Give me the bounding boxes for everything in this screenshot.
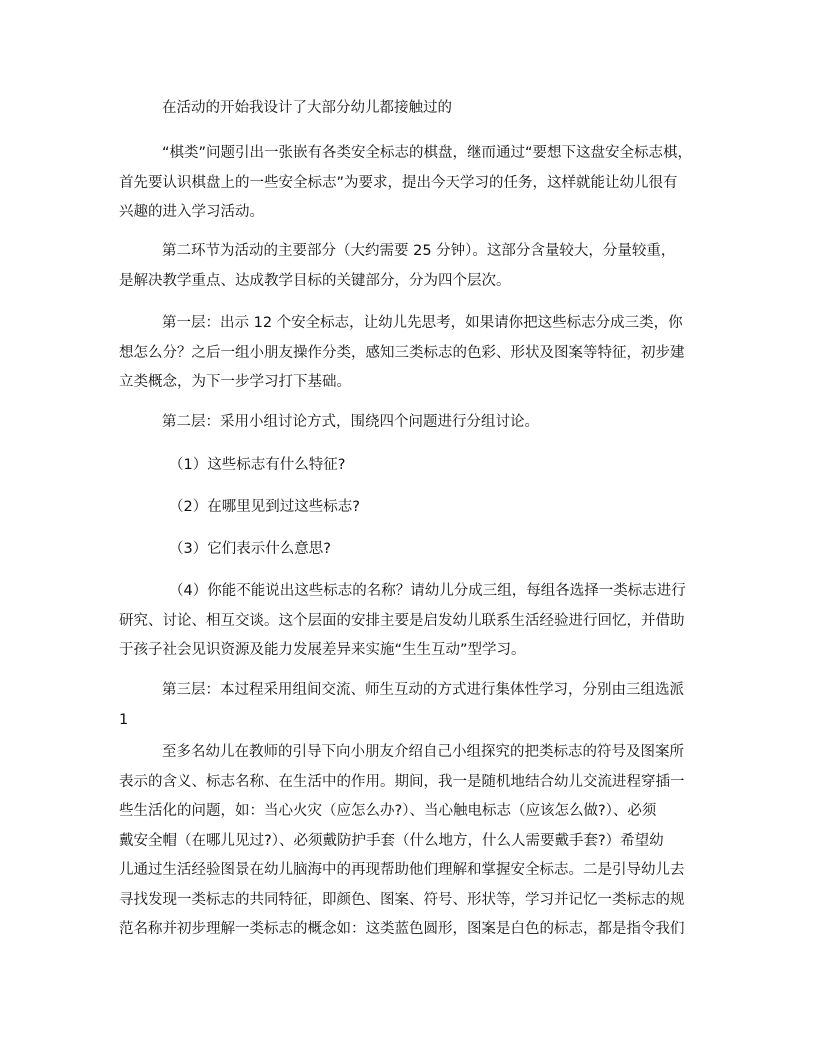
text-line: 戴安全帽（在哪儿见过?）、必须戴防护手套（什么地方，什么人需要戴手套?）希望幼 <box>119 832 664 849</box>
text-line: （4）你能不能说出这些标志的名称？请幼儿分成三组，每组各选择一类标志进行 <box>169 583 686 599</box>
text-line: 第一层：出示 12 个安全标志，让幼儿先思考，如果请你把这些标志分成三类，你 <box>162 315 683 331</box>
text-line: “棋类”问题引出一张嵌有各类安全标志的棋盘，继而通过“要想下这盘安全标志棋， <box>162 145 693 161</box>
text-line: 范名称并初步理解一类标志的概念如：这类蓝色圆形，图案是白色的标志，都是指令我们 <box>119 921 685 937</box>
list-item-question-2 <box>119 493 694 523</box>
text-line: 于孩子社会见识资源及能力发展差异来实施“生生互动”型学习。 <box>119 642 526 658</box>
text-line: 在活动的开始我设计了大部分幼儿都接触过的 <box>162 100 452 116</box>
paragraph-chess-question <box>119 139 694 228</box>
paragraph-group-presentation <box>119 738 694 945</box>
paragraph-layer-three <box>119 676 694 735</box>
text-line: 至多名幼儿在教师的引导下向小朋友介绍自己小组探究的把类标志的符号及图案所 <box>162 744 684 760</box>
list-item-question-1 <box>119 451 694 481</box>
text-line: 些生活化的问题，如：当心火灾（应怎么办?）、当心触电标志（应该怎么做?）、必须 <box>119 803 657 819</box>
text-line: （1）这些标志有什么特征? <box>169 457 346 473</box>
text-line: 1 <box>119 711 129 728</box>
list-item-question-4 <box>119 577 694 666</box>
text-line: 表示的含义、标志名称、在生活中的作用。期间，我一是随机地结合幼儿交流进程穿插一 <box>119 773 685 790</box>
text-line: 儿通过生活经验图景在幼儿脑海中的再现帮助他们理解和掌握安全标志。二是引导幼儿去 <box>119 862 685 878</box>
text-line: 首先要认识棋盘上的一些安全标志”为要求，提出今天学习的任务，这样就能让幼儿很有 <box>119 174 678 191</box>
text-line: 想怎么分？之后一组小朋友操作分类，感知三类标志的色彩、形状及图案等特征，初步建 <box>119 344 685 361</box>
paragraph-layer-two <box>119 408 694 438</box>
paragraph-layer-one <box>119 309 694 398</box>
text-line: 第三层：本过程采用组间交流、师生互动的方式进行集体性学习，分别由三组选派 <box>162 682 684 698</box>
text-line: 兴趣的进入学习活动。 <box>119 204 264 220</box>
paragraph-second-stage <box>119 237 694 296</box>
text-line: 寻找发现一类标志的共同特征，即颜色、图案、符号、形状等，学习并记忆一类标志的规 <box>119 891 685 908</box>
text-line: 第二环节为活动的主要部分（大约需要 25 分钟）。这部分含量较大，分量较重， <box>162 243 676 259</box>
text-line: 是解决教学重点、达成教学目标的关键部分，分为四个层次。 <box>119 272 511 289</box>
text-line: 研究、讨论、相互交谈。这个层面的安排主要是启发幼儿联系生活经验进行回忆，并借助 <box>119 612 685 629</box>
list-item-question-3 <box>119 535 694 565</box>
text-line: 立类概念，为下一步学习打下基础。 <box>119 374 351 390</box>
paragraph-intro <box>119 94 694 124</box>
text-line: （3）它们表示什么意思? <box>169 541 331 557</box>
text-line: （2）在哪里见到过这些标志? <box>169 499 360 515</box>
text-line: 第二层：采用小组讨论方式，围绕四个问题进行分组讨论。 <box>162 414 539 430</box>
